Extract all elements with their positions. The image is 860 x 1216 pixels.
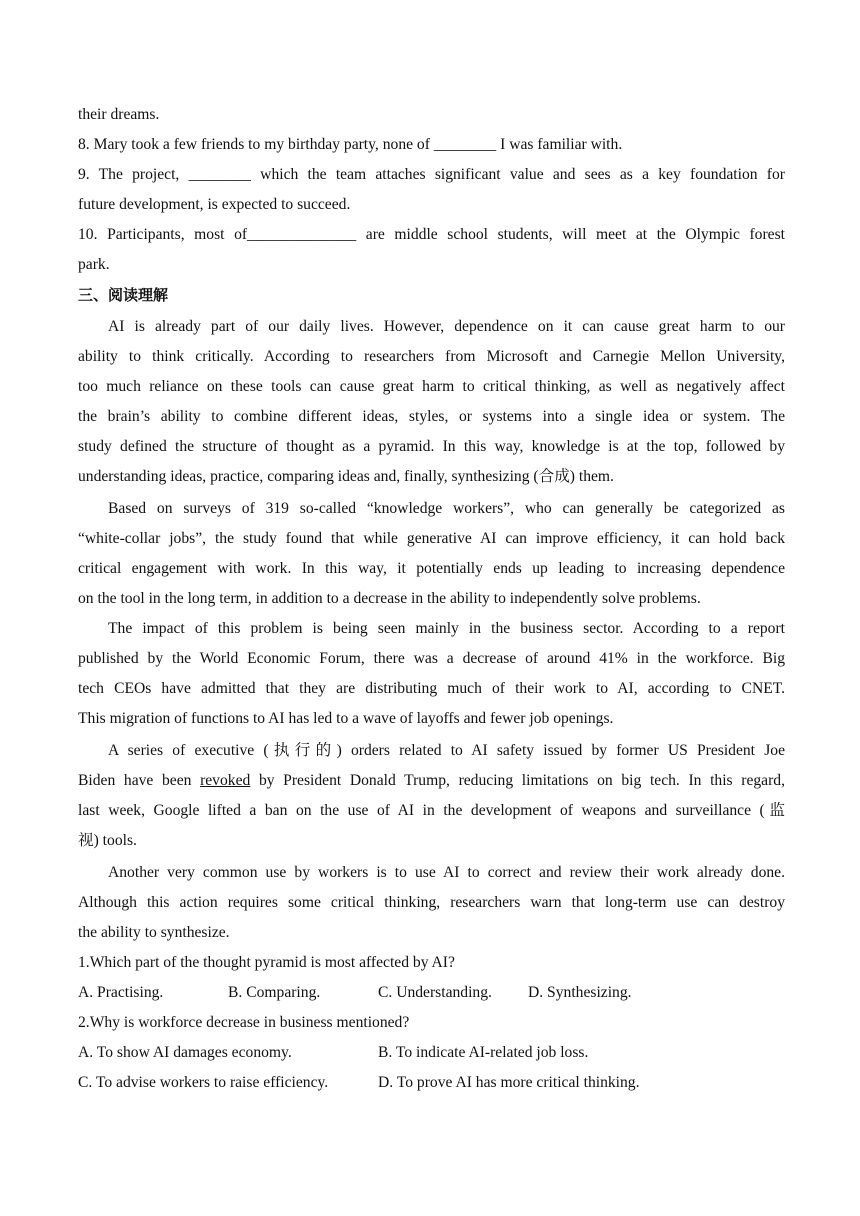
question-10-line-1: 10. Participants, most of______________ are middle school students, will meet at the Olympic forest — [78, 226, 785, 243]
question-10-line-2: park. — [78, 256, 110, 273]
passage-line: the ability to synthesize. — [78, 924, 230, 941]
option-d: D. To prove AI has more critical thinking. — [378, 1074, 640, 1091]
passage-line: study defined the structure of thought as a pyramid. In this way, knowledge is at the top, followed by — [78, 438, 785, 455]
question-1 — [78, 948, 785, 1008]
passage-line: The impact of this problem is being seen mainly in the business sector. According to a report — [108, 620, 785, 637]
paragraph-3 — [78, 614, 785, 734]
option-c: C. To advise workers to raise efficiency. — [78, 1074, 329, 1091]
question-9-line-1: 9. The project, ________ which the team attaches significant value and sees as a key foundation for — [78, 166, 785, 183]
passage-line: Another very common use by workers is to use AI to correct and review their work already done. — [108, 864, 785, 881]
underlined-word: revoked — [200, 772, 251, 789]
paragraph-5 — [78, 858, 785, 948]
passage-line: “white-collar jobs”, the study found that while generative AI can improve efficiency, it can hold back — [78, 530, 785, 547]
passage-line: published by the World Economic Forum, there was a decrease of around 41% in the workforce. Big — [78, 650, 785, 667]
passage-line: the brain’s ability to combine different ideas, styles, or systems into a single idea or system. The — [78, 408, 785, 425]
option-d: D. Synthesizing. — [528, 984, 632, 1001]
question-stem: 2.Why is workforce decrease in business mentioned? — [78, 1014, 410, 1031]
paragraph-4 — [78, 736, 785, 856]
option-row — [78, 1038, 785, 1068]
passage-line: on the tool in the long term, in addition to a decrease in the ability to independently solve problems. — [78, 590, 701, 607]
option-b: B. To indicate AI-related job loss. — [378, 1044, 589, 1061]
passage-line: Based on surveys of 319 so-called “knowledge workers”, who can generally be categorized as — [108, 500, 785, 517]
paragraph-1 — [78, 312, 785, 492]
paragraph-2 — [78, 494, 785, 614]
question-8: 8. Mary took a few friends to my birthday party, none of ________ I was familiar with. — [78, 136, 623, 153]
q7-tail: their dreams. — [78, 106, 160, 123]
question-2 — [78, 1008, 785, 1098]
passage-line: critical engagement with work. In this way, it potentially ends up leading to increasing dependence — [78, 560, 785, 577]
passage-line — [78, 766, 785, 796]
option-row — [78, 978, 785, 1008]
option-c: C. Understanding. — [378, 984, 492, 1001]
option-b: B. Comparing. — [228, 984, 321, 1001]
option-row — [78, 1068, 785, 1098]
passage-line: 视) tools. — [78, 832, 137, 849]
passage-line: A series of executive (执行的) orders related to AI safety issued by former US President Joe — [108, 742, 785, 759]
text-span: by President Donald Trump, reducing limitations on big tech. In this regard, — [250, 772, 785, 789]
text-span: Biden have been — [78, 772, 201, 789]
option-a: A. To show AI damages economy. — [78, 1044, 292, 1061]
passage-line: ability to think critically. According to researchers from Microsoft and Carnegie Mellon University, — [78, 348, 785, 365]
passage-line: understanding ideas, practice, comparing ideas and, finally, synthesizing (合成) them. — [78, 468, 614, 485]
option-a: A. Practising. — [78, 984, 164, 1001]
passage-line: This migration of functions to AI has led to a wave of layoffs and fewer job openings. — [78, 710, 614, 727]
passage-line: too much reliance on these tools can cause great harm to critical thinking, as well as negatively affect — [78, 378, 785, 395]
passage-line: tech CEOs have admitted that they are distributing much of their work to AI, according to CNET. — [78, 680, 785, 697]
passage-line: AI is already part of our daily lives. However, dependence on it can cause great harm to our — [108, 318, 785, 335]
section-heading: 三、阅读理解 — [78, 286, 169, 304]
document-page — [78, 100, 785, 1098]
passage-line: Although this action requires some critical thinking, researchers warn that long-term use can destroy — [78, 894, 785, 911]
passage-line: last week, Google lifted a ban on the use of AI in the development of weapons and surveillance (监 — [78, 802, 785, 819]
question-stem: 1.Which part of the thought pyramid is most affected by AI? — [78, 954, 455, 971]
question-9-line-2: future development, is expected to succeed. — [78, 196, 351, 213]
